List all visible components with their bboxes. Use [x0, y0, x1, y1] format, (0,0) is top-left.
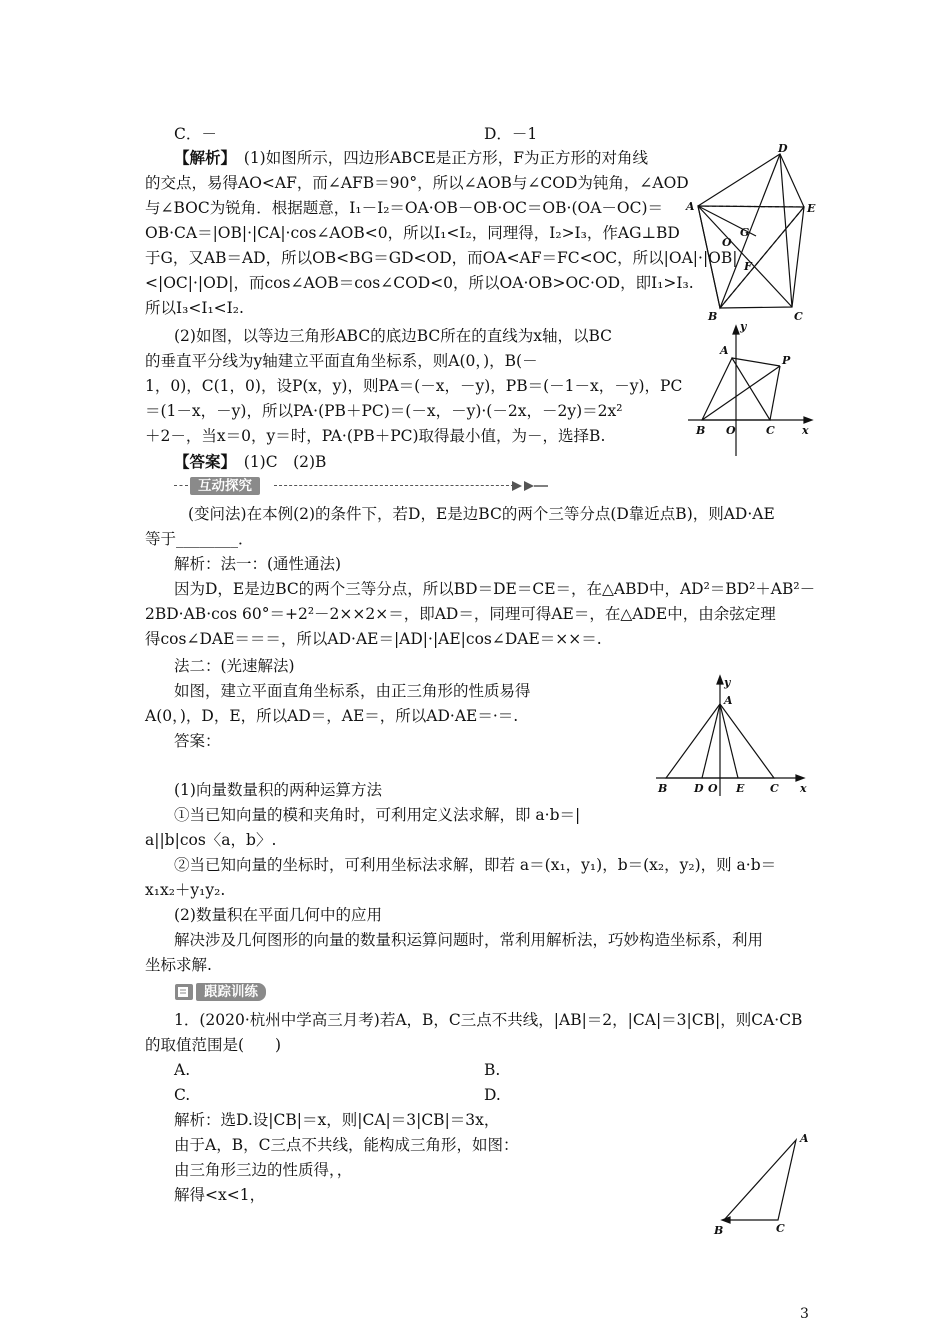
solution-method-2: 法二：(光速解法) — [174, 657, 295, 675]
fig1-label-f: F — [744, 260, 752, 273]
solution-line-4: 得cos∠DAE＝＝＝，所以AD·AE＝|AD|·|AE|cos∠DAE＝××＝. — [145, 630, 602, 648]
explain-line-5: 于G，又AB＝AD，所以OB<BG＝GD<OD，而OA<AF＝FC<OC，所以|OA|·|OB| — [145, 249, 738, 267]
page-number: 3 — [800, 1306, 809, 1322]
summary-text-1: 解决涉及几何图形的向量的数量积运算问题时，常利用解析法，巧妙构造坐标系，利用 — [174, 931, 764, 949]
part2-line-2: 的垂直平分线为y轴建立平面直角坐标系，则A(0，)，B(－ — [145, 352, 538, 370]
method2-line-2: A(0，)，D，E，所以AD＝，AE＝，所以AD·AE＝·＝. — [145, 707, 519, 725]
explain-line-6: <|OC|·|OD|，而cos∠AOB＝cos∠COD<0，所以OA·OB>OC·OD，即I₁>I₃. — [145, 274, 694, 292]
fig3-label-x: x — [800, 782, 807, 795]
part2-line-5: ＋2－，当x＝0，y＝时，PA·(PB＋PC)取得最小值，为－，选择B. — [145, 427, 606, 445]
arrow-icon — [504, 478, 550, 494]
explain-label: 【解析】 — [174, 149, 229, 167]
option-c: C．－ — [174, 125, 217, 143]
exercise-option-c: C. — [174, 1086, 191, 1104]
exercise-solution-4: 解得<x<1， — [174, 1186, 266, 1204]
fig2-label-x: x — [802, 424, 809, 437]
explain-text-1: (1)如图所示，四边形ABCE是正方形，F为正方形的对角线 — [228, 149, 649, 167]
summary-item-2b: x₁x₂＋y₁y₂. — [145, 881, 226, 899]
fig3-label-y: y — [724, 676, 731, 689]
fig2-label-o: O — [726, 424, 736, 437]
fig3-label-c: C — [770, 782, 779, 795]
exercise-option-d: D. — [484, 1086, 501, 1104]
fig1-label-b: B — [708, 310, 718, 322]
fig3-label-d: D — [694, 782, 704, 795]
exercise-solution-1: 解析：选D.设|CB|＝x，则|CA|＝3|CB|＝3x， — [174, 1111, 500, 1129]
fig3-label-o: O — [708, 782, 718, 795]
fig3-label-e: E — [736, 782, 745, 795]
fig1-label-d: D — [778, 142, 788, 155]
fig4-label-b: B — [714, 1224, 724, 1237]
fig2-label-b: B — [696, 424, 706, 437]
method2-line-1: 如图，建立平面直角坐标系，由正三角形的性质易得 — [174, 682, 531, 700]
figure-triangle-abc — [700, 1128, 820, 1240]
explain-line-7: 所以I₃<I₁<I₂. — [145, 299, 244, 317]
explain-line-3: 与∠BOC为锐角．根据题意，I₁－I₂＝OA·OB－OB·OC＝OB·(OA－OC)＝ — [145, 199, 664, 217]
figure-square — [680, 142, 820, 322]
answer-label: 【答案】 — [174, 453, 229, 471]
notebook-icon — [174, 983, 194, 1001]
summary-heading-1: (1)向量数量积的两种运算方法 — [174, 781, 382, 799]
part2-line-1: (2)如图，以等边三角形ABC的底边BC所在的直线为x轴，以BC — [174, 327, 613, 345]
fig1-label-a: A — [686, 200, 695, 213]
fig4-label-a: A — [800, 1132, 809, 1145]
banner2-label: 跟踪训练 — [196, 983, 266, 1001]
fig1-label-c: C — [794, 310, 803, 322]
exercise-solution-3: 由三角形三边的性质得，， — [174, 1161, 353, 1179]
fig2-label-c: C — [766, 424, 775, 437]
fig4-label-c: C — [776, 1222, 785, 1235]
fig3-label-a: A — [724, 694, 733, 707]
answer-text: (1)C (2)B — [228, 453, 327, 471]
exercise-option-a: A. — [174, 1061, 191, 1079]
summary-heading-2: (2)数量积在平面几何中的应用 — [174, 906, 382, 924]
figure-triangle-p — [680, 320, 820, 460]
exercise-question-1: 1．(2020·杭州中学高三月考)若A，B，C三点不共线，|AB|＝2，|CA|＝3|CB|，则CA·CB — [174, 1011, 803, 1029]
fig3-label-b: B — [658, 782, 668, 795]
explain-line-1 — [174, 148, 648, 168]
explain-line-2: 的交点，易得AO<AF，而∠AFB＝90°，所以∠AOB与∠COD为钝角，∠AOD — [145, 174, 689, 192]
summary-item-1a: ①当已知向量的模和夹角时，可利用定义法求解，即 a·b＝| — [174, 806, 581, 824]
summary-item-1b: a||b|cos〈a，b〉. — [145, 831, 277, 849]
solution-line-2: 因为D，E是边BC的两个三等分点，所以BD＝DE＝CE＝，在△ABD中，AD²＝BD²＋AB²－ — [174, 580, 816, 598]
banner-interactive-explore — [174, 476, 554, 496]
summary-text-2: 坐标求解. — [145, 956, 212, 974]
summary-item-2a: ②当已知向量的坐标时，可利用坐标法求解，即若 a＝(x₁，y₁)，b＝(x₂，y₂)，则 a·b＝ — [174, 856, 777, 874]
fig1-label-g: G — [740, 226, 750, 239]
exercise-option-b: B. — [484, 1061, 501, 1079]
variant-answer: 答案： — [174, 732, 221, 750]
part2-line-4: ＝(1－x，－y)，所以PA·(PB＋PC)＝(－x，－y)·(－2x，－2y)＝2x² — [145, 402, 623, 420]
explain-line-4: OB·CA＝|OB|·|CA|·cos∠AOB<0，所以I₁<I₂，同理得，I₂>I₃，作AG⊥BD — [145, 224, 680, 242]
solution-line-3: 2BD·AB·cos 60°＝+2²－2××2×＝，即AD＝，同理可得AE＝，在△ADE中，由余弦定理 — [145, 605, 776, 623]
variant-line-2: 等于________． — [145, 530, 254, 548]
fig2-label-p: P — [782, 354, 791, 367]
fig2-label-y: y — [740, 320, 747, 333]
fig1-label-e: E — [807, 202, 816, 215]
banner-follow-practice — [174, 982, 294, 1002]
option-d: D．－1 — [484, 125, 538, 143]
solution-method-1: 解析：法一：(通性通法) — [174, 555, 342, 573]
figure-trisected-triangle — [652, 672, 822, 800]
fig1-label-o: O — [722, 236, 732, 249]
exercise-solution-2: 由于A，B，C三点不共线，能构成三角形，如图： — [174, 1136, 519, 1154]
banner-label: 互动探究 — [190, 477, 260, 495]
variant-line-1: (变问法)在本例(2)的条件下，若D，E是边BC的两个三等分点(D靠近点B)，则AD·AE — [188, 505, 775, 523]
answer-line — [174, 452, 326, 472]
exercise-question-2: 的取值范围是( ) — [145, 1036, 282, 1054]
fig2-label-a: A — [720, 344, 729, 357]
part2-line-3: 1，0)，C(1，0)，设P(x，y)，则PA＝(－x，－y)，PB＝(－1－x，－y)，PC — [145, 377, 683, 395]
